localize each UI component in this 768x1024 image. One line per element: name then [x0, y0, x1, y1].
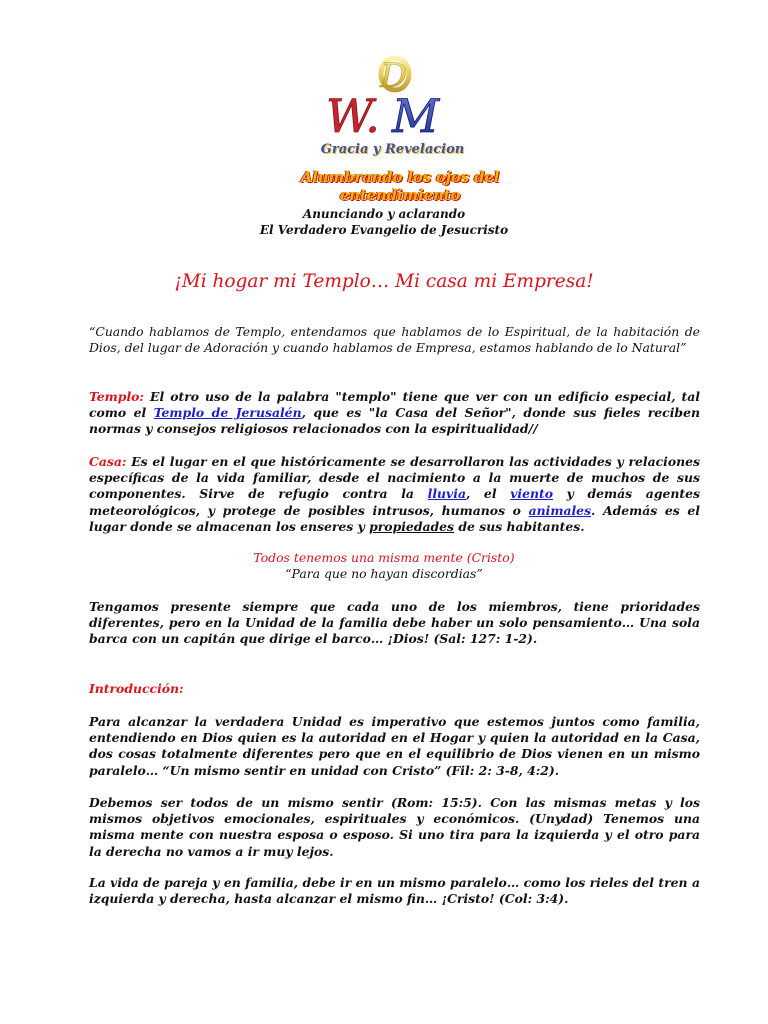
- header-line-2: El Verdadero Evangelio de Jesucristo: [259, 223, 509, 237]
- quote-paragraph: “Cuando hablamos de Templo, entendamos que hablamos de lo Espiritual, de la habitación de Dios, del lugar de Adoración y cuando hablamos de Empresa, estamos hablando de lo Natural”: [89, 324, 700, 356]
- casa-text-3: y demás agentes meteorológicos, y protege de posibles intrusos, humanos o: [89, 486, 700, 518]
- monogram-logo-icon: [300, 52, 480, 147]
- casa-text-2: , el: [465, 486, 511, 502]
- monogram-m: M: [392, 89, 440, 143]
- mind-subheading: “Para que no hayan discordias”: [285, 566, 483, 581]
- casa-text-4: . Además es el lugar donde se almacenan los enseres y: [89, 502, 701, 534]
- intro-paragraph: Para alcanzar la verdadera Unidad es imperativo que estemos juntos como familia, entendiendo en Dios quien es la autoridad en el Hogar y quien la autoridad en la Casa, dos cosas totalmente diferentes pero que en el equilibrio de Dios vienen en un mismo paralelo… “Un mismo sentir en unidad con Cristo” (Fil: 2: 3-8, 4:2).: [89, 714, 700, 778]
- viento-link[interactable]: viento: [510, 486, 553, 502]
- propiedades-text: propiedades: [369, 518, 455, 534]
- templo-paragraph: [89, 389, 700, 438]
- logo-subtitle: Gracia y Revelacion: [320, 142, 465, 157]
- header-line-1: Anunciando y aclarando: [302, 207, 466, 221]
- templo-jerusalen-link[interactable]: Templo de Jerusalén: [153, 405, 302, 421]
- animales-link[interactable]: animales: [528, 502, 592, 518]
- vida-paragraph: La vida de pareja y en familia, debe ir en un mismo paralelo… como los rieles del tren a izquierda y derecha, hasta alcanzar el mismo fin… ¡Cristo! (Col: 3:4).: [89, 875, 700, 907]
- templo-label: Templo:: [89, 389, 145, 404]
- casa-text-5: de sus habitantes.: [454, 518, 585, 534]
- ministry-logo: [300, 52, 500, 204]
- casa-paragraph: [89, 454, 700, 535]
- debemos-paragraph: Debemos ser todos de un mismo sentir (Rom: 15:5). Con las mismas metas y los mismos objetivos emocionales, espirituales y económicos. (Unydad) Tenemos una misma mente con nuestra esposa o esposo. Si uno tira para la izquierda y el otro para la derecha no vamos a ir muy lejos.: [89, 795, 700, 859]
- tengamos-paragraph: Tengamos presente siempre que cada uno de los miembros, tiene prioridades diferentes, pero en la Unidad de la familia debe haber un solo pensamiento… Una sola barca con un capitán que dirige el barco… ¡Dios! (Sal: 127: 1-2).: [89, 599, 700, 647]
- mind-heading: Todos tenemos una misma mente (Cristo): [253, 550, 515, 565]
- logo-tagline: Alumbrando los ojos del entendimiento: [300, 168, 500, 204]
- templo-text-2: , que es "la Casa del Señor", donde sus fieles reciben normas y consejos religiosos relacionados con la espiritualidad//: [89, 405, 700, 437]
- monogram-top: D: [380, 56, 408, 96]
- casa-text-1: Es el lugar en el que históricamente se desarrollaron las actividades y relaciones específicas de la vida familiar, desde el nacimiento a la muerte de muchos de sus componentes. Sirve de refugio contra la: [89, 454, 700, 502]
- lluvia-link[interactable]: lluvia: [427, 486, 466, 502]
- templo-text-1: El otro uso de la palabra "templo" tiene que ver con un edificio especial, tal como el: [89, 389, 700, 421]
- casa-label: Casa:: [89, 454, 127, 469]
- page-title: ¡Mi hogar mi Templo… Mi casa mi Empresa!: [174, 271, 594, 292]
- monogram-w: W.: [326, 89, 380, 143]
- introduccion-heading: Introducción:: [89, 681, 184, 696]
